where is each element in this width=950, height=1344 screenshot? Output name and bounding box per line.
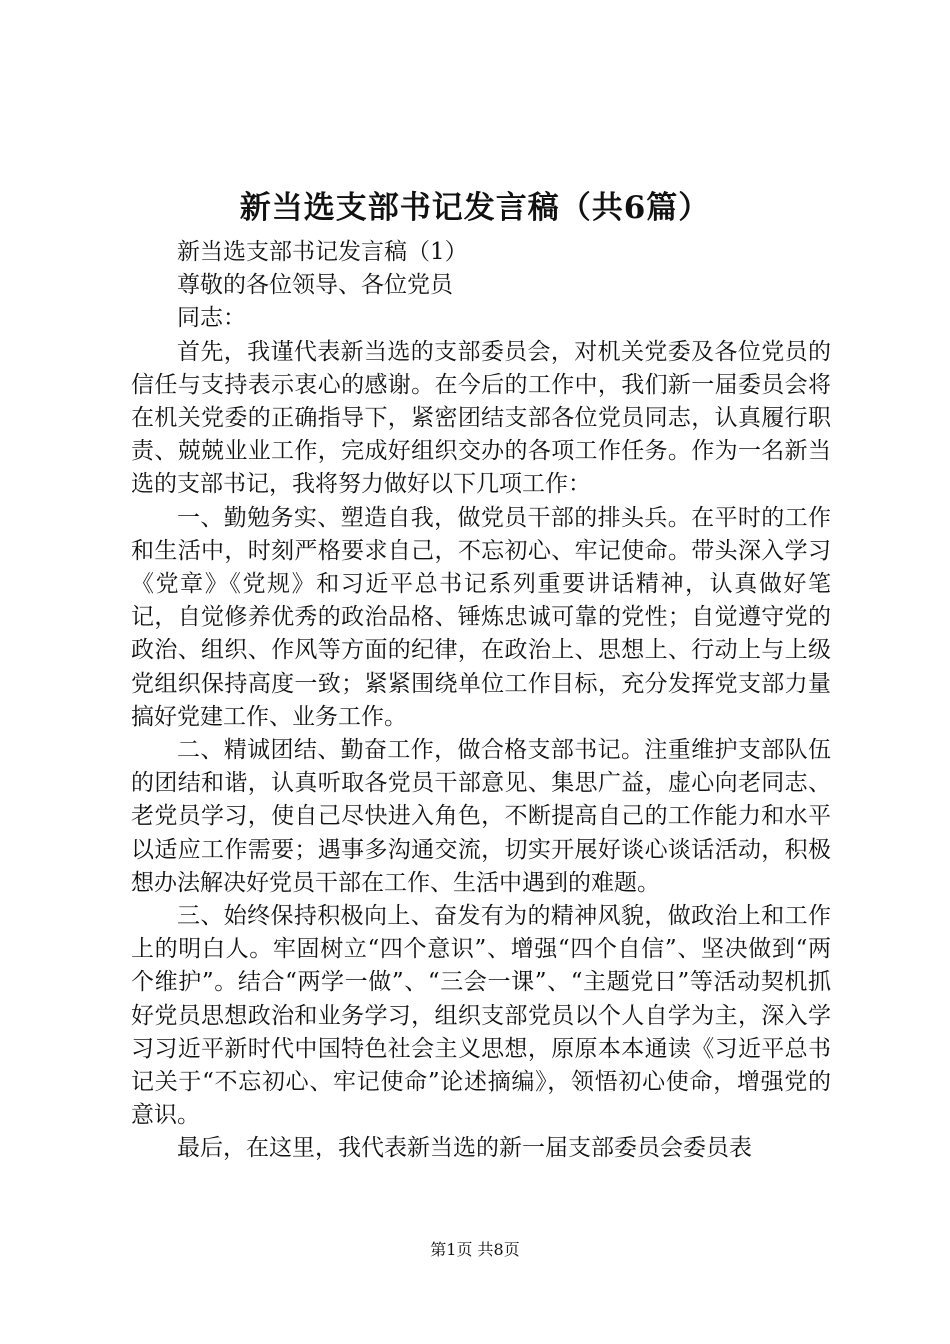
body-paragraph: 三、始终保持积极向上、奋发有为的精神风貌，做政治上和工作上的明白人。牢固树立“四个意识”、增强“四个自信”、坚决做到“两个维护”。结合“两学一做”、“三会一课”、“主题党日”等活动契机抓好党员思想政治和业务学习，组织支部党员以个人自学为主，深入学习习近平新时代中国特色社会主义思想，原原本本通读《习近平总书记关于“不忘初心、牢记使命”论述摘编》，领悟初心使命，增强党的意识。 <box>131 903 831 1129</box>
body-paragraph: 最后，在这里，我代表新当选的新一届支部委员会委员表 <box>177 1135 752 1162</box>
page-number-footer: 第1页 共8页 <box>430 1240 520 1259</box>
body-paragraph: 二、精诚团结、勤奋工作，做合格支部书记。注重维护支部队伍的团结和谐，认真听取各党员干部意见、集思广益，虚心向老同志、老党员学习，使自己尽快进入角色，不断提高自己的工作能力和水平以适应工作需要；遇事多沟通交流，切实开展好谈心谈话活动，积极想办法解决好党员干部在工作、生活中遇到的难题。 <box>131 737 831 896</box>
salutation-line: 同志： <box>177 305 246 332</box>
section-heading: 新当选支部书记发言稿（1） <box>177 239 468 265</box>
document-title: 新当选支部书记发言稿（共6篇） <box>239 190 711 226</box>
body-paragraph: 一、勤勉务实、塑造自我，做党员干部的排头兵。在平时的工作和生活中，时刻严格要求自己，不忘初心、牢记使命。带头深入学习《党章》《党规》和习近平总书记系列重要讲话精神，认真做好笔记，自觉修养优秀的政治品格、锤炼忠诚可靠的党性；自觉遵守党的政治、组织、作风等方面的纪律，在政治上、思想上、行动上与上级党组织保持高度一致；紧紧围绕单位工作目标，充分发挥党支部力量搞好党建工作、业务工作。 <box>131 504 831 730</box>
document-body <box>131 236 831 1166</box>
body-paragraph: 首先，我谨代表新当选的支部委员会，对机关党委及各位党员的信任与支持表示衷心的感谢。在今后的工作中，我们新一届委员会将在机关党委的正确指导下，紧密团结支部各位党员同志，认真履行职责、兢兢业业工作，完成好组织交办的各项工作任务。作为一名新当选的支部书记，我将努力做好以下几项工作： <box>131 338 831 498</box>
salutation-line: 尊敬的各位领导、各位党员 <box>177 272 453 299</box>
